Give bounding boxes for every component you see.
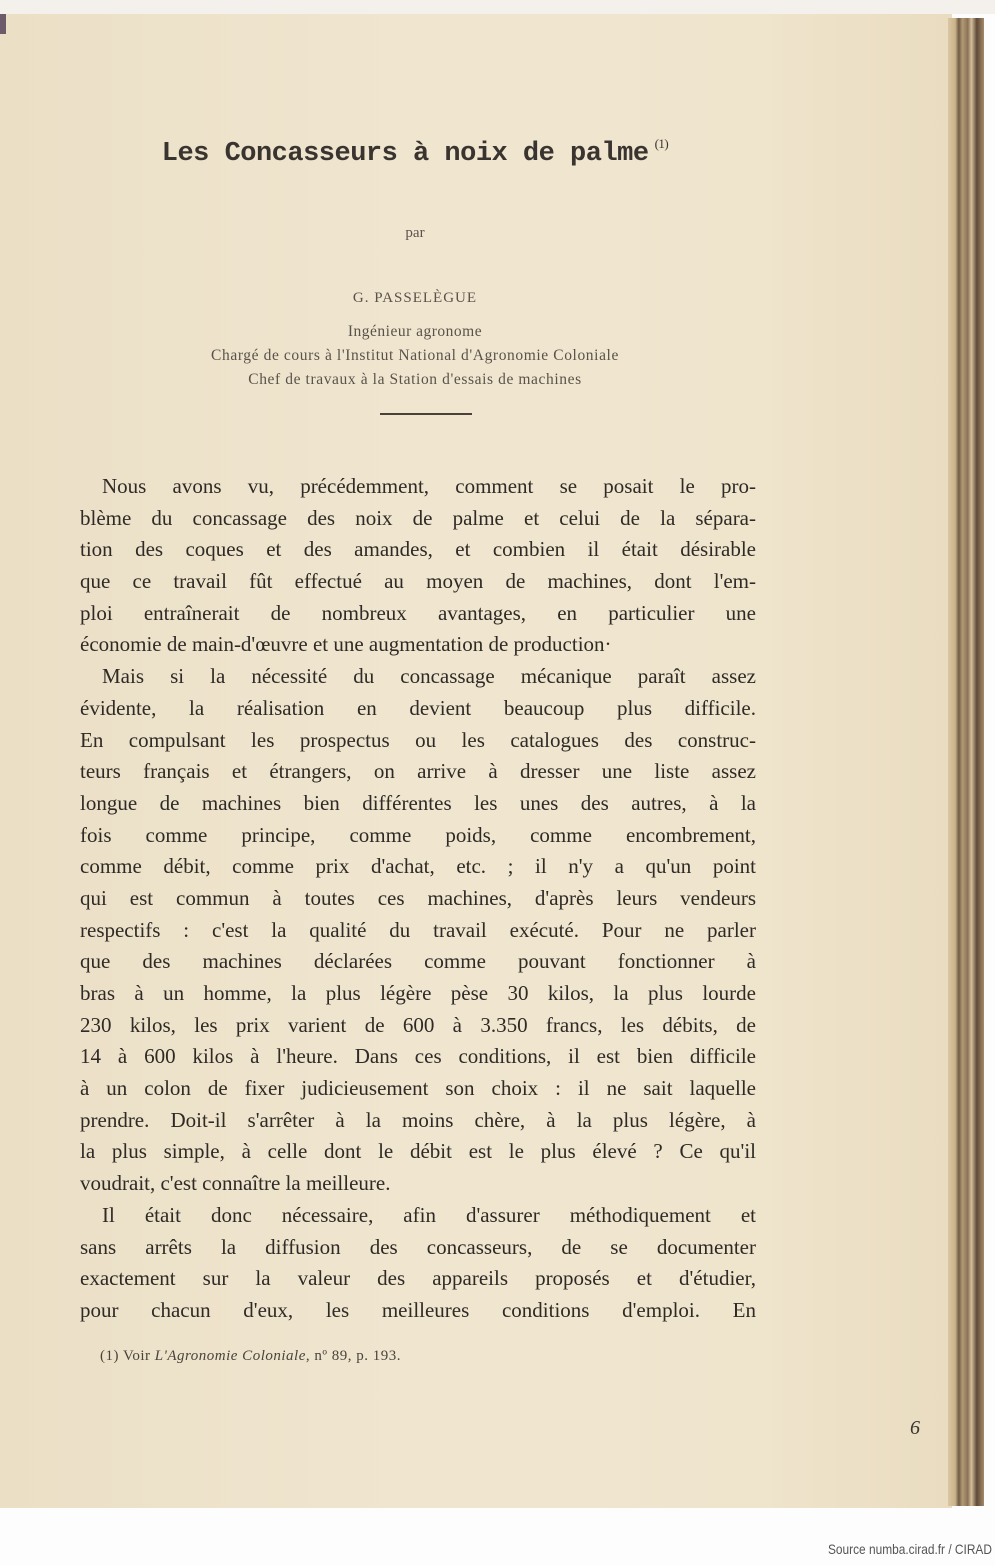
body-line: Il était donc nécessaire, afin d'assurer méthodiquement et bbox=[102, 1202, 756, 1227]
body-line: teurs français et étrangers, on arrive à dresser une liste assez bbox=[80, 759, 756, 784]
body-line: blème du concassage des noix de palme et celui de la sépara- bbox=[80, 505, 756, 530]
body-line: fois comme principe, comme poids, comme encombrement, bbox=[80, 822, 756, 847]
article-body bbox=[80, 471, 756, 1327]
author-name: G. PASSELÈGUE bbox=[352, 290, 478, 306]
body-line: que ce travail fût effectué au moyen de machines, dont l'em- bbox=[80, 569, 756, 594]
author-role: Chargé de cours à l'Institut National d'Agronomie Coloniale bbox=[211, 347, 619, 364]
body-line: Nous avons vu, précédemment, comment se posait le pro- bbox=[102, 474, 756, 498]
source-credit: Source numba.cirad.fr / CIRAD bbox=[827, 1541, 992, 1557]
body-line: 230 kilos, les prix varient de 600 à 3.350 francs, les débits, de bbox=[80, 1012, 756, 1037]
body-line: sans arrêts la diffusion des concasseurs, de se documenter bbox=[80, 1234, 756, 1259]
body-line: pour chacun d'eux, les meilleures conditions d'emploi. En bbox=[80, 1297, 756, 1322]
article-title bbox=[0, 136, 830, 169]
body-line: la plus simple, à celle dont le débit est le plus élevé ? Ce qu'il bbox=[80, 1139, 756, 1164]
body-line: respectifs : c'est la qualité du travail exécuté. Pour ne parler bbox=[80, 917, 756, 942]
body-line: 14 à 600 kilos à l'heure. Dans ces conditions, il est bien difficile bbox=[80, 1044, 756, 1069]
body-line: Mais si la nécessité du concassage mécanique paraît assez bbox=[102, 664, 756, 689]
body-line: à un colon de fixer judicieusement son choix : il ne sait laquelle bbox=[80, 1076, 756, 1101]
body-line: exactement sur la valeur des appareils proposés et d'étudier, bbox=[80, 1266, 756, 1291]
body-line: ploi entraînerait de nombreux avantages, en particulier une bbox=[80, 600, 756, 625]
scan-top-margin bbox=[0, 0, 995, 14]
book-page-edges bbox=[948, 18, 984, 1506]
title-text: Les Concasseurs à noix de palme bbox=[161, 139, 649, 169]
author-role: Ingénieur agronome bbox=[347, 323, 483, 340]
footnote-marker: (1) Voir bbox=[100, 1348, 151, 1364]
body-line: qui est commun à toutes ces machines, d'après leurs vendeurs bbox=[80, 885, 756, 910]
footnote-journal: L'Agronomie Coloniale bbox=[154, 1348, 306, 1364]
body-line: que des machines déclarées comme pouvant fonctionner à bbox=[80, 949, 756, 974]
body-line: comme débit, comme prix d'achat, etc. ; il n'y a qu'un point bbox=[80, 854, 756, 879]
body-line: prendre. Doit-il s'arrêter à la moins chère, à la plus légère, à bbox=[80, 1107, 756, 1132]
footnote bbox=[100, 1348, 401, 1365]
body-line: longue de machines bien différentes les unes des autres, à la bbox=[80, 790, 756, 815]
body-line: En compulsant les prospectus ou les catalogues des construc- bbox=[80, 727, 756, 752]
body-line: bras à un homme, la plus légère pèse 30 kilos, la plus lourde bbox=[80, 981, 756, 1005]
scan-edge-mark bbox=[0, 14, 6, 34]
footnote-ref: , nº 89, p. 193. bbox=[305, 1348, 402, 1364]
page-mark: 6 bbox=[910, 1417, 920, 1439]
title-footnote-ref: (1) bbox=[654, 136, 669, 151]
body-line: tion des coques et des amandes, et combien il était désirable bbox=[80, 537, 756, 562]
body-line: évidente, la réalisation en devient beaucoup plus difficile. bbox=[80, 695, 756, 720]
author-role: Chef de travaux à la Station d'essais de machines bbox=[248, 371, 582, 388]
document-page bbox=[0, 14, 952, 1508]
body-line: voudrait, c'est connaître la meilleure. bbox=[80, 1171, 391, 1196]
body-line: économie de main-d'œuvre et une augmentation de production· bbox=[80, 632, 612, 657]
separator-rule bbox=[380, 413, 472, 415]
byline-par: par bbox=[405, 225, 425, 241]
